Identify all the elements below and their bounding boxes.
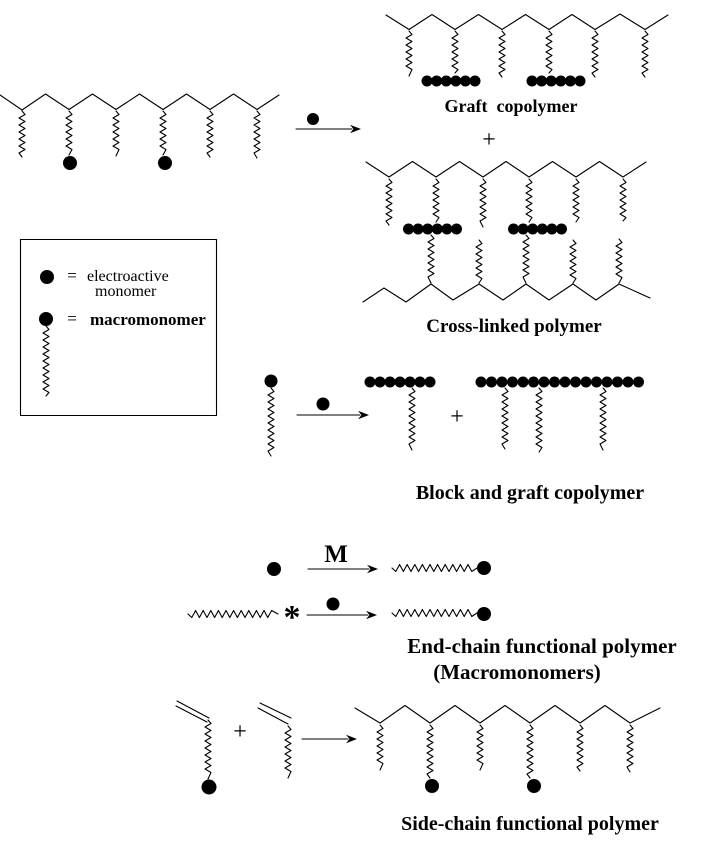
electroactive-bead-chain <box>403 224 462 235</box>
electroactive-bead <box>470 76 481 87</box>
electroactive-bead <box>546 224 557 235</box>
cross-link-chain <box>428 235 434 283</box>
electroactive-monomer-dot <box>202 780 217 795</box>
electroactive-bead <box>460 76 471 87</box>
wavy-tail <box>205 720 211 779</box>
wavy-side-chain <box>476 240 482 283</box>
polymer-chain <box>392 565 477 572</box>
electroactive-bead <box>581 377 592 388</box>
electroactive-bead <box>537 224 548 235</box>
electroactive-bead <box>451 224 462 235</box>
polymer-backbone <box>355 706 660 724</box>
electroactive-bead <box>415 377 426 388</box>
polymer-backbone <box>0 94 279 110</box>
active-site-asterisk: * <box>283 599 301 636</box>
electroactive-bead <box>527 224 538 235</box>
side-chain-label: Side-chain functional polymer <box>401 813 659 835</box>
electroactive-bead <box>623 377 634 388</box>
electroactive-bead <box>555 76 566 87</box>
electroactive-bead <box>422 76 433 87</box>
wavy-side-chain <box>386 179 392 225</box>
electroactive-monomer-dot <box>327 598 340 611</box>
wavy-side-chain <box>207 111 213 157</box>
wavy-side-chain <box>526 179 532 222</box>
wavy-side-chain <box>616 239 622 283</box>
wavy-side-chain <box>254 111 260 158</box>
polymer-backbone-bottom <box>363 284 650 302</box>
electroactive-bead-chain <box>365 377 436 388</box>
wavy-tail <box>536 388 542 452</box>
wavy-side-chain <box>570 240 576 283</box>
electroactive-bead <box>476 377 487 388</box>
wavy-side-chain <box>627 725 633 772</box>
electroactive-bead <box>556 224 567 235</box>
electroactive-bead <box>441 224 452 235</box>
wavy-side-chain <box>573 179 579 222</box>
wavy-side-chain <box>19 111 25 157</box>
wavy-side-chain <box>452 31 458 73</box>
plus-sign: + <box>233 719 247 745</box>
electroactive-bead <box>560 377 571 388</box>
electroactive-bead <box>575 76 586 87</box>
electroactive-bead <box>431 76 442 87</box>
electroactive-bead <box>413 224 424 235</box>
graft-copolymer-label: Graft copolymer <box>444 96 578 116</box>
wavy-side-chain <box>377 725 383 770</box>
electroactive-bead <box>508 224 519 235</box>
double-bond-line <box>260 703 291 718</box>
electroactive-bead-chain <box>422 76 481 87</box>
electroactive-bead <box>527 76 538 87</box>
block-copolymer-structure <box>365 377 436 451</box>
electroactive-bead <box>441 76 452 87</box>
end-functional-dot <box>477 607 491 621</box>
electroactive-bead <box>365 377 376 388</box>
monomer-M-label: M <box>324 541 348 568</box>
macromonomer-chain <box>43 326 49 396</box>
macromonomer-symbol <box>265 375 278 457</box>
polymer-chain <box>392 610 477 617</box>
electroactive-bead <box>549 377 560 388</box>
polymer-backbone-top <box>366 162 646 178</box>
wavy-side-chain <box>620 179 626 221</box>
electroactive-bead <box>518 224 529 235</box>
electroactive-monomer-dot <box>317 398 330 411</box>
electroactive-bead <box>405 377 416 388</box>
wavy-side-chain <box>499 31 505 77</box>
electroactive-monomer-dot <box>267 562 281 576</box>
electroactive-bead <box>385 377 396 388</box>
electroactive-bead <box>565 76 576 87</box>
plus-sign: + <box>482 127 496 153</box>
graft-bead-copolymer-structure <box>476 377 645 453</box>
end-chain-reaction-row-2 <box>188 598 491 637</box>
electroactive-bead <box>528 377 539 388</box>
vinyl-monomer-symbol <box>258 703 291 778</box>
block-graft-label: Block and graft copolymer <box>415 482 645 504</box>
cross-link-chain <box>523 235 529 283</box>
electroactive-bead <box>612 377 623 388</box>
electroactive-bead <box>570 377 581 388</box>
end-functional-dot <box>477 561 491 575</box>
electroactive-bead <box>591 377 602 388</box>
macromonomer-dot <box>39 312 53 326</box>
cross-linked-polymer-label: Cross-linked polymer <box>426 316 602 337</box>
macromonomer-precursor-structure <box>0 94 279 170</box>
electroactive-bead <box>633 377 644 388</box>
legend-box <box>21 240 217 416</box>
electroactive-bead <box>507 377 518 388</box>
electroactive-bead <box>395 377 406 388</box>
wavy-side-chain <box>527 725 533 778</box>
electroactive-bead-chain <box>508 224 567 235</box>
graft-copolymer-structure <box>386 14 668 87</box>
wavy-side-chain <box>433 179 439 222</box>
electroactive-monomer-dot <box>40 270 54 284</box>
electroactive-bead <box>497 377 508 388</box>
wavy-tail <box>502 388 508 449</box>
wavy-tail <box>409 388 415 450</box>
electroactive-bead <box>422 224 433 235</box>
wavy-side-chain <box>427 725 433 778</box>
electroactive-bead <box>425 377 436 388</box>
cross-linked-polymer-structure <box>363 162 650 303</box>
wavy-side-chain <box>66 111 72 155</box>
electroactive-bead <box>539 377 550 388</box>
legend-macromonomer-label: macromonomer <box>90 310 206 329</box>
end-chain-label-line2: (Macromonomers) <box>433 660 601 684</box>
electroactive-bead <box>546 76 557 87</box>
reaction-arrow-3 <box>302 735 357 743</box>
end-chain-reaction-row-1 <box>267 541 491 576</box>
electroactive-bead <box>432 224 443 235</box>
electroactive-bead <box>536 76 547 87</box>
macromonomer-dot <box>265 375 278 388</box>
wavy-tail <box>600 388 606 450</box>
double-bond-line <box>258 708 288 724</box>
wavy-side-chain <box>592 31 598 77</box>
reaction-arrow-1 <box>296 113 361 133</box>
wavy-side-chain <box>160 111 166 155</box>
wavy-side-chain <box>577 725 583 771</box>
electroactive-bead <box>403 224 414 235</box>
wavy-side-chain <box>546 31 552 73</box>
legend-electroactive-line2: monomer <box>95 283 157 300</box>
polymer-backbone <box>386 14 668 30</box>
vinyl-macromonomer-symbol <box>176 701 217 795</box>
wavy-side-chain <box>406 31 412 76</box>
electroactive-bead <box>375 377 386 388</box>
polymer-chain <box>188 611 278 618</box>
wavy-side-chain <box>480 179 486 227</box>
end-chain-label-line1: End-chain functional polymer <box>407 634 677 658</box>
side-chain-polymer-structure <box>355 706 660 794</box>
electroactive-bead-chain <box>527 76 586 87</box>
electroactive-bead <box>450 76 461 87</box>
electroactive-bead <box>602 377 613 388</box>
legend-equals: = <box>67 266 77 285</box>
macromonomer-chain <box>268 388 274 456</box>
electroactive-monomer-dot <box>63 156 77 170</box>
electroactive-monomer-dot <box>425 779 439 793</box>
electroactive-monomer-dot <box>527 779 541 793</box>
wavy-side-chain <box>642 31 648 77</box>
electroactive-monomer-dot <box>158 156 172 170</box>
electroactive-bead-chain <box>476 377 645 388</box>
wavy-side-chain <box>477 725 483 770</box>
plus-sign: + <box>450 404 464 430</box>
electroactive-bead <box>486 377 497 388</box>
reaction-arrow-2 <box>297 398 369 420</box>
electroactive-monomer-dot <box>307 113 319 125</box>
wavy-side-chain <box>113 111 119 156</box>
electroactive-bead <box>518 377 529 388</box>
legend-equals: = <box>67 309 77 328</box>
legend-electroactive-line1: electroactive <box>87 268 169 285</box>
wavy-tail <box>285 726 291 778</box>
